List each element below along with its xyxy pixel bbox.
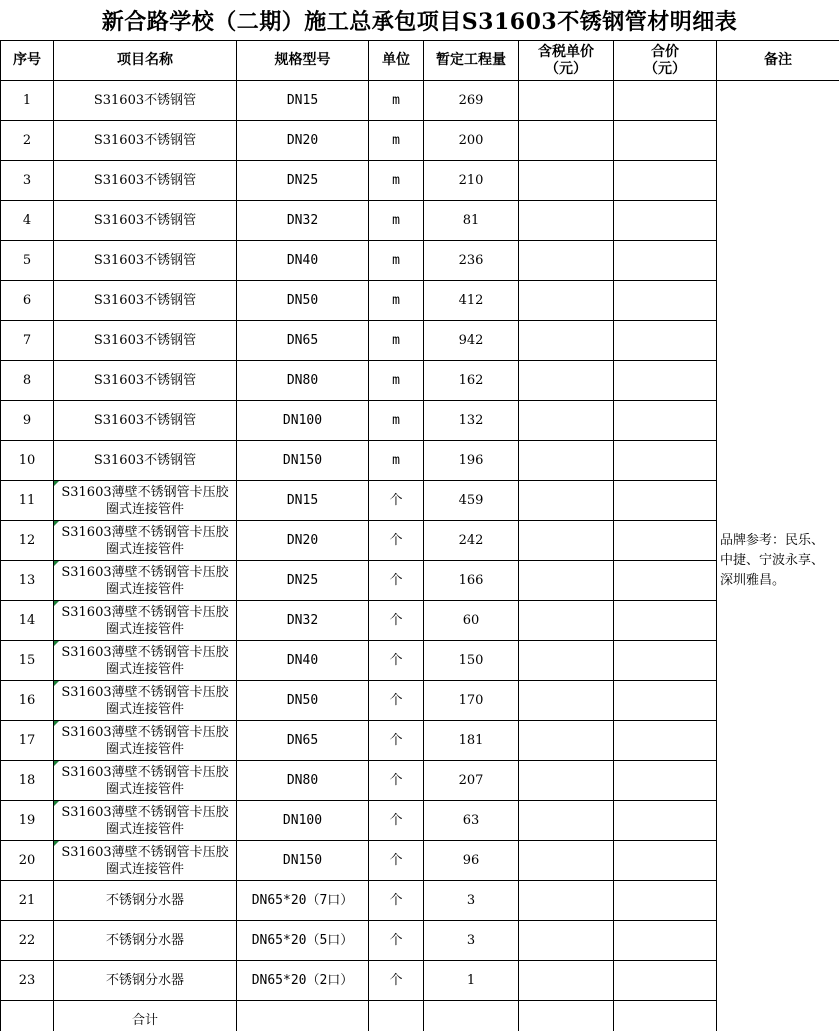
cell-unit-price[interactable] <box>519 441 614 481</box>
cell-seq[interactable]: 7 <box>1 321 54 361</box>
cell-qty[interactable]: 412 <box>424 281 519 321</box>
cell-unit-price[interactable] <box>519 761 614 801</box>
materials-table <box>0 40 839 1031</box>
cell-seq[interactable]: 16 <box>1 681 54 721</box>
cell-qty[interactable]: 166 <box>424 561 519 601</box>
cell-unit[interactable]: 个 <box>369 561 424 601</box>
cell-unit-price[interactable] <box>519 521 614 561</box>
table-row <box>1 281 839 321</box>
cell-name[interactable]: S31603不锈钢管 <box>54 441 237 481</box>
cell-total-price[interactable] <box>614 601 717 641</box>
cell-spec[interactable]: DN150 <box>237 441 369 481</box>
cell-empty[interactable] <box>1 1001 54 1031</box>
cell-unit[interactable]: 个 <box>369 601 424 641</box>
cell-unit[interactable]: 个 <box>369 761 424 801</box>
cell-total-price[interactable] <box>614 121 717 161</box>
cell-seq[interactable]: 19 <box>1 801 54 841</box>
cell-total-price[interactable] <box>614 841 717 881</box>
total-label: 合计 <box>54 1001 237 1031</box>
cell-unit[interactable]: 个 <box>369 481 424 521</box>
cell-spec[interactable]: DN50 <box>237 681 369 721</box>
cell-seq[interactable]: 22 <box>1 921 54 961</box>
total-row <box>1 1001 839 1031</box>
cell-name[interactable]: S31603薄壁不锈钢管卡压胶圈式连接管件 <box>54 521 237 561</box>
cell-seq[interactable]: 20 <box>1 841 54 881</box>
cell-unit-price[interactable] <box>519 921 614 961</box>
cell-unit[interactable]: 个 <box>369 961 424 1001</box>
cell-qty[interactable]: 942 <box>424 321 519 361</box>
cell-spec[interactable]: DN25 <box>237 561 369 601</box>
cell-total-price[interactable] <box>614 81 717 121</box>
cell-spec[interactable]: DN15 <box>237 481 369 521</box>
cell-qty[interactable]: 269 <box>424 81 519 121</box>
cell-name[interactable]: S31603不锈钢管 <box>54 321 237 361</box>
header-total-price-line1: 合价 <box>651 43 679 60</box>
cell-name[interactable]: S31603薄壁不锈钢管卡压胶圈式连接管件 <box>54 801 237 841</box>
cell-unit-price[interactable] <box>519 81 614 121</box>
cell-unit-price[interactable] <box>519 361 614 401</box>
cell-unit[interactable]: 个 <box>369 681 424 721</box>
cell-seq[interactable]: 4 <box>1 201 54 241</box>
cell-unit-price[interactable] <box>519 601 614 641</box>
cell-total-price[interactable] <box>614 241 717 281</box>
cell-empty[interactable] <box>614 1001 717 1031</box>
cell-name[interactable]: 不锈钢分水器 <box>54 961 237 1001</box>
cell-total-price[interactable] <box>614 561 717 601</box>
cell-unit[interactable]: m <box>369 361 424 401</box>
cell-seq[interactable]: 15 <box>1 641 54 681</box>
cell-unit-price[interactable] <box>519 561 614 601</box>
cell-total-price[interactable] <box>614 921 717 961</box>
table-row <box>1 361 839 401</box>
header-unit-price[interactable] <box>519 41 614 81</box>
table-row <box>1 881 839 921</box>
cell-total-price[interactable] <box>614 161 717 201</box>
cell-seq[interactable]: 8 <box>1 361 54 401</box>
cell-qty[interactable]: 63 <box>424 801 519 841</box>
cell-qty[interactable]: 162 <box>424 361 519 401</box>
cell-total-price[interactable] <box>614 481 717 521</box>
cell-spec[interactable]: DN65 <box>237 321 369 361</box>
cell-unit[interactable]: m <box>369 401 424 441</box>
table-row <box>1 721 839 761</box>
cell-name[interactable]: S31603薄壁不锈钢管卡压胶圈式连接管件 <box>54 841 237 881</box>
cell-unit-price[interactable] <box>519 841 614 881</box>
table-row <box>1 481 839 521</box>
cell-qty[interactable]: 150 <box>424 641 519 681</box>
table-row <box>1 801 839 841</box>
header-total-price[interactable] <box>614 41 717 81</box>
table-row <box>1 161 839 201</box>
cell-empty[interactable] <box>424 1001 519 1031</box>
cell-unit-price[interactable] <box>519 641 614 681</box>
cell-name[interactable]: S31603不锈钢管 <box>54 361 237 401</box>
table-row <box>1 81 839 121</box>
cell-seq[interactable]: 6 <box>1 281 54 321</box>
cell-total-price[interactable] <box>614 761 717 801</box>
table-row <box>1 961 839 1001</box>
table-row <box>1 561 839 601</box>
cell-unit[interactable]: m <box>369 321 424 361</box>
header-spec[interactable]: 规格型号 <box>237 41 369 81</box>
cell-qty[interactable]: 60 <box>424 601 519 641</box>
cell-qty[interactable]: 170 <box>424 681 519 721</box>
cell-unit[interactable]: m <box>369 121 424 161</box>
cell-seq[interactable]: 13 <box>1 561 54 601</box>
cell-unit-price[interactable] <box>519 681 614 721</box>
cell-qty[interactable]: 236 <box>424 241 519 281</box>
cell-spec[interactable]: DN150 <box>237 841 369 881</box>
cell-unit-price[interactable] <box>519 201 614 241</box>
table-row <box>1 241 839 281</box>
cell-qty[interactable]: 132 <box>424 401 519 441</box>
table-row <box>1 121 839 161</box>
cell-total-price[interactable] <box>614 641 717 681</box>
cell-total-price[interactable] <box>614 401 717 441</box>
cell-total-price[interactable] <box>614 521 717 561</box>
cell-qty[interactable]: 81 <box>424 201 519 241</box>
cell-qty[interactable]: 242 <box>424 521 519 561</box>
cell-seq[interactable]: 21 <box>1 881 54 921</box>
cell-name[interactable]: S31603不锈钢管 <box>54 401 237 441</box>
table-row <box>1 401 839 441</box>
cell-seq[interactable]: 2 <box>1 121 54 161</box>
cell-spec[interactable]: DN65*20（7口） <box>237 881 369 921</box>
cell-name[interactable]: S31603不锈钢管 <box>54 81 237 121</box>
cell-qty[interactable]: 210 <box>424 161 519 201</box>
cell-unit-price[interactable] <box>519 281 614 321</box>
cell-total-price[interactable] <box>614 201 717 241</box>
cell-total-price[interactable] <box>614 801 717 841</box>
cell-unit-price[interactable] <box>519 401 614 441</box>
cell-unit-price[interactable] <box>519 961 614 1001</box>
cell-empty[interactable] <box>369 1001 424 1031</box>
cell-qty[interactable]: 196 <box>424 441 519 481</box>
table-row <box>1 601 839 641</box>
header-unit-price-line2: （元） <box>545 60 587 77</box>
cell-name[interactable]: S31603薄壁不锈钢管卡压胶圈式连接管件 <box>54 721 237 761</box>
cell-name[interactable]: S31603不锈钢管 <box>54 241 237 281</box>
cell-spec[interactable]: DN32 <box>237 601 369 641</box>
cell-name[interactable]: S31603薄壁不锈钢管卡压胶圈式连接管件 <box>54 761 237 801</box>
cell-qty[interactable]: 1 <box>424 961 519 1001</box>
header-qty[interactable]: 暂定工程量 <box>424 41 519 81</box>
cell-seq[interactable]: 10 <box>1 441 54 481</box>
cell-spec[interactable]: DN65*20（2口） <box>237 961 369 1001</box>
cell-seq[interactable]: 9 <box>1 401 54 441</box>
table-row <box>1 921 839 961</box>
cell-unit-price[interactable] <box>519 801 614 841</box>
table-row <box>1 681 839 721</box>
cell-unit[interactable]: m <box>369 201 424 241</box>
cell-spec[interactable]: DN50 <box>237 281 369 321</box>
table-row <box>1 521 839 561</box>
cell-spec[interactable]: DN40 <box>237 641 369 681</box>
cell-total-price[interactable] <box>614 881 717 921</box>
cell-unit-price[interactable] <box>519 881 614 921</box>
cell-total-price[interactable] <box>614 681 717 721</box>
cell-name[interactable]: 不锈钢分水器 <box>54 921 237 961</box>
cell-name[interactable]: S31603不锈钢管 <box>54 201 237 241</box>
header-seq[interactable]: 序号 <box>1 41 54 81</box>
cell-qty[interactable]: 459 <box>424 481 519 521</box>
cell-unit[interactable]: m <box>369 81 424 121</box>
cell-name[interactable]: S31603薄壁不锈钢管卡压胶圈式连接管件 <box>54 681 237 721</box>
cell-seq[interactable]: 17 <box>1 721 54 761</box>
header-total-price-line2: （元） <box>644 60 686 77</box>
cell-total-price[interactable] <box>614 361 717 401</box>
cell-qty[interactable]: 181 <box>424 721 519 761</box>
header-note[interactable]: 备注 <box>717 41 839 81</box>
cell-total-price[interactable] <box>614 321 717 361</box>
cell-unit[interactable]: 个 <box>369 641 424 681</box>
cell-unit-price[interactable] <box>519 121 614 161</box>
cell-name[interactable]: S31603不锈钢管 <box>54 281 237 321</box>
cell-qty[interactable]: 96 <box>424 841 519 881</box>
cell-total-price[interactable] <box>614 441 717 481</box>
cell-total-price[interactable] <box>614 281 717 321</box>
cell-seq[interactable]: 3 <box>1 161 54 201</box>
cell-unit[interactable]: 个 <box>369 521 424 561</box>
cell-qty[interactable]: 207 <box>424 761 519 801</box>
cell-name[interactable]: S31603薄壁不锈钢管卡压胶圈式连接管件 <box>54 481 237 521</box>
cell-spec[interactable]: DN65 <box>237 721 369 761</box>
cell-name[interactable]: S31603不锈钢管 <box>54 121 237 161</box>
cell-spec[interactable]: DN20 <box>237 521 369 561</box>
cell-spec[interactable]: DN100 <box>237 401 369 441</box>
cell-total-price[interactable] <box>614 721 717 761</box>
cell-spec[interactable]: DN15 <box>237 81 369 121</box>
table-row <box>1 761 839 801</box>
header-name[interactable]: 项目名称 <box>54 41 237 81</box>
cell-spec[interactable]: DN40 <box>237 241 369 281</box>
cell-qty[interactable]: 200 <box>424 121 519 161</box>
cell-empty[interactable] <box>519 1001 614 1031</box>
header-unit-price-line1: 含税单价 <box>538 43 594 60</box>
cell-spec[interactable]: DN32 <box>237 201 369 241</box>
header-unit[interactable]: 单位 <box>369 41 424 81</box>
cell-seq[interactable]: 14 <box>1 601 54 641</box>
table-row <box>1 441 839 481</box>
header-row <box>1 41 839 81</box>
cell-unit[interactable]: 个 <box>369 841 424 881</box>
cell-unit[interactable]: m <box>369 281 424 321</box>
cell-unit[interactable]: 个 <box>369 881 424 921</box>
cell-seq[interactable]: 18 <box>1 761 54 801</box>
cell-spec[interactable]: DN25 <box>237 161 369 201</box>
cell-name[interactable]: S31603薄壁不锈钢管卡压胶圈式连接管件 <box>54 561 237 601</box>
cell-unit[interactable]: m <box>369 161 424 201</box>
cell-unit[interactable]: 个 <box>369 801 424 841</box>
cell-unit-price[interactable] <box>519 721 614 761</box>
cell-spec[interactable]: DN80 <box>237 761 369 801</box>
cell-seq[interactable]: 12 <box>1 521 54 561</box>
table-row <box>1 641 839 681</box>
cell-unit-price[interactable] <box>519 241 614 281</box>
cell-seq[interactable]: 11 <box>1 481 54 521</box>
table-row <box>1 841 839 881</box>
cell-seq[interactable]: 23 <box>1 961 54 1001</box>
cell-unit-price[interactable] <box>519 481 614 521</box>
cell-spec[interactable]: DN65*20（5口） <box>237 921 369 961</box>
cell-spec[interactable]: DN100 <box>237 801 369 841</box>
table-row <box>1 321 839 361</box>
table-body <box>1 81 839 1031</box>
cell-name[interactable]: S31603不锈钢管 <box>54 161 237 201</box>
cell-empty[interactable] <box>237 1001 369 1031</box>
cell-total-price[interactable] <box>614 961 717 1001</box>
cell-name[interactable]: 不锈钢分水器 <box>54 881 237 921</box>
cell-unit-price[interactable] <box>519 161 614 201</box>
cell-spec[interactable]: DN20 <box>237 121 369 161</box>
cell-unit[interactable]: 个 <box>369 921 424 961</box>
cell-qty[interactable]: 3 <box>424 921 519 961</box>
cell-seq[interactable]: 5 <box>1 241 54 281</box>
cell-name[interactable]: S31603薄壁不锈钢管卡压胶圈式连接管件 <box>54 601 237 641</box>
cell-qty[interactable]: 3 <box>424 881 519 921</box>
cell-unit[interactable]: 个 <box>369 721 424 761</box>
cell-unit[interactable]: m <box>369 241 424 281</box>
table-row <box>1 201 839 241</box>
cell-seq[interactable]: 1 <box>1 81 54 121</box>
cell-name[interactable]: S31603薄壁不锈钢管卡压胶圈式连接管件 <box>54 641 237 681</box>
cell-unit[interactable]: m <box>369 441 424 481</box>
sheet-title: 新合路学校（二期）施工总承包项目S31603不锈钢管材明细表 <box>101 8 738 35</box>
cell-note[interactable]: 品牌参考：民乐、中捷、宁波永享、深圳雅昌。 <box>717 81 839 1031</box>
cell-unit-price[interactable] <box>519 321 614 361</box>
cell-spec[interactable]: DN80 <box>237 361 369 401</box>
